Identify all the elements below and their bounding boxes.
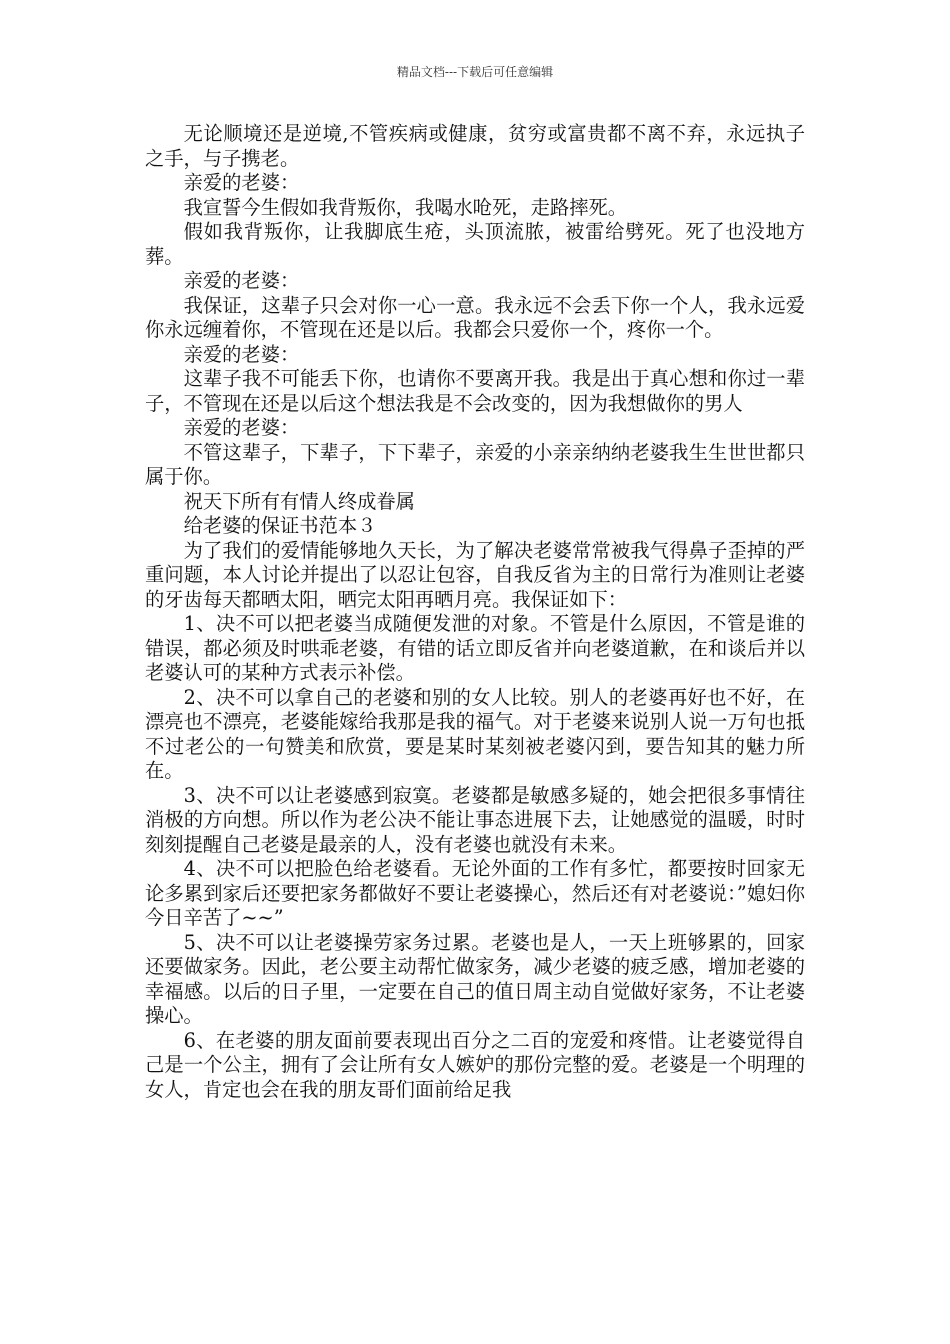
salutation: 亲爱的老婆： — [183, 269, 300, 292]
section-title: 给老婆的保证书范本３ — [183, 514, 377, 537]
salutation: 亲爱的老婆： — [183, 342, 300, 366]
paragraph: 不管这辈子，下辈子，下下辈子，亲爱的小亲亲纳纳老婆我生生世世都只属于你。 — [145, 440, 805, 488]
salutation: 亲爱的老婆： — [183, 171, 300, 194]
paragraph: 为了我们的爱情能够地久天长，为了解决老婆常常被我气得鼻子歪掉的严重问题，本人讨论并提出了以忍让包容，自我反省为主的日常行为准则让老婆的牙齿每天都晒太阳，晒完太阳再晒月亮。我保证如下： — [145, 538, 805, 611]
paragraph: 我保证，这辈子只会对你一心一意。我永远不会丢下你一个人，我永远爱你永远缠着你，不管现在还是以后。我都会只爱你一个，疼你一个。 — [145, 293, 805, 341]
list-item: 3、决不可以让老婆感到寂寞。老婆都是敏感多疑的，她会把很多事情往消极的方向想。所以作为老公决不能让事态进展下去，让她感觉的温暖，时时刻刻提醒自己老婆是最亲的人，没有老婆也就没有未来。 — [145, 783, 805, 856]
list-item: 6、在老婆的朋友面前要表现出百分之二百的宠爱和疼惜。让老婆觉得自己是一个公主，拥有了会让所有女人嫉妒的那份完整的爱。老婆是一个明理的女人，肯定也会在我的朋友哥们面前给足我 — [145, 1028, 805, 1101]
list-item: 1、决不可以把老婆当成随便发泄的对象。不管是什么原因，不管是谁的错误，都必须及时哄乖老婆，有错的话立即反省并向老婆道歉，在和谈后并以老婆认可的某种方式表示补偿。 — [145, 612, 805, 684]
paragraph: 假如我背叛你，让我脚底生疮，头顶流脓，被雷给劈死。死了也没地方葬。 — [145, 220, 805, 268]
salutation: 亲爱的老婆： — [183, 416, 300, 439]
page-header: 精品文档---下载后可任意编辑 — [396, 65, 554, 79]
paragraph: 无论顺境还是逆境,不管疾病或健康，贫穷或富贵都不离不弃，永远执子之手，与子携老。 — [145, 122, 805, 170]
paragraph: 这辈子我不可能丢下你，也请你不要离开我。我是出于真心想和你过一辈子，不管现在还是以后这个想法我是不会改变的，因为我想做你的男人 — [145, 367, 805, 415]
paragraph: 祝天下所有有情人终成眷属 — [183, 489, 415, 513]
document-body — [145, 122, 805, 1102]
list-item: 4、决不可以把脸色给老婆看。无论外面的工作有多忙，都要按时回家无论多累到家后还要把家务都做好不要让老婆操心，然后还有对老婆说：”媳妇你今日辛苦了~~” — [145, 857, 805, 929]
list-item: 2、决不可以拿自己的老婆和别的女人比较。别人的老婆再好也不好，在漂亮也不漂亮，老婆能嫁给我那是我的福气。对于老婆来说别人说一万句也抵不过老公的一句赞美和欣赏，要是某时某刻被老婆闪到，要告知其的魅力所在。 — [145, 685, 805, 782]
list-item: 5、决不可以让老婆操劳家务过累。老婆也是人，一天上班够累的，回家还要做家务。因此，老公要主动帮忙做家务，减少老婆的疲乏感，增加老婆的幸福感。以后的日子里，一定要在自己的值日周主动自觉做好家务，不让老婆操心。 — [145, 930, 805, 1027]
paragraph: 我宣誓今生假如我背叛你，我喝水呛死，走路摔死。 — [183, 195, 628, 219]
